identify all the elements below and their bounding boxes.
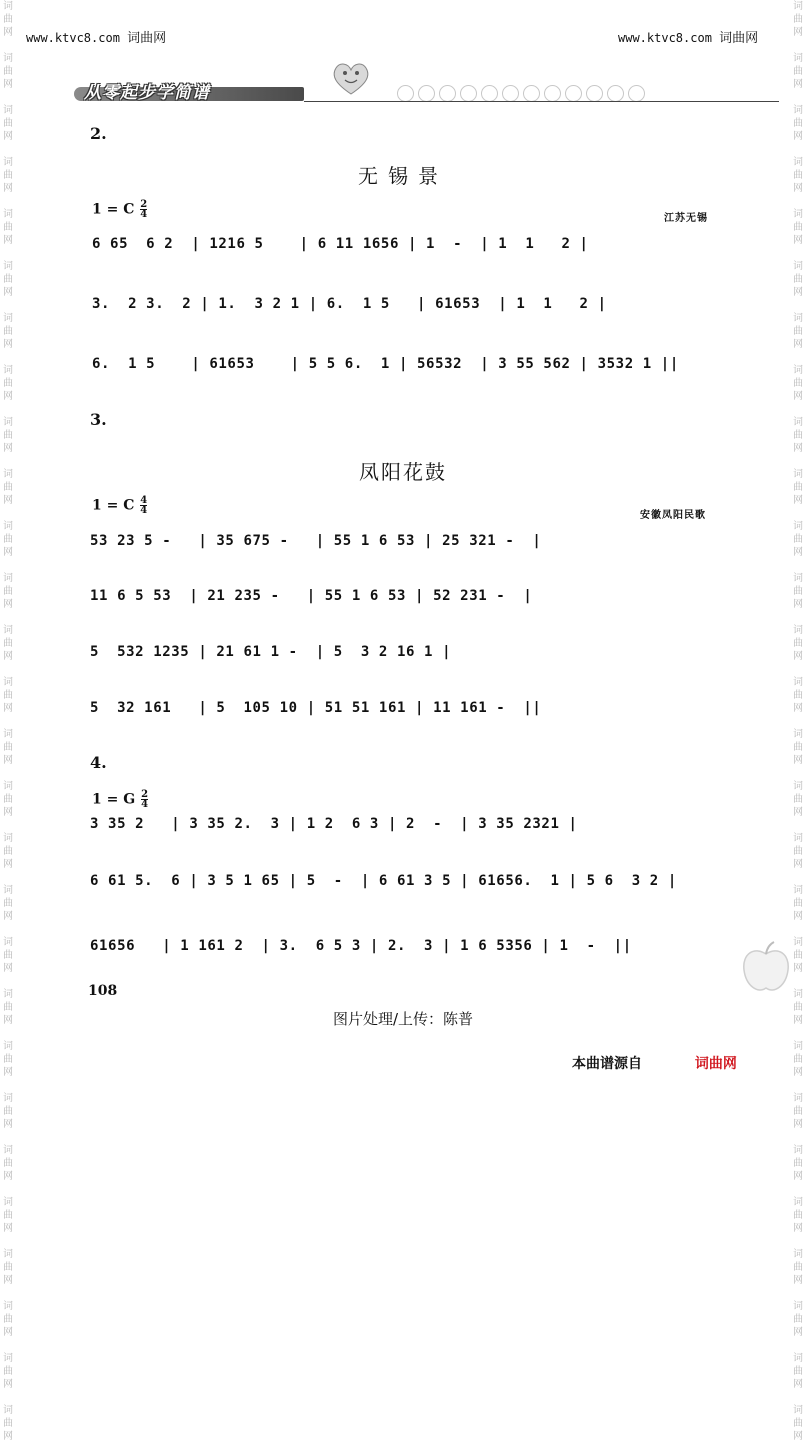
watermark-glyph: 网 [3,651,13,662]
watermark-glyph: 网 [3,391,13,402]
watermark-glyph: 曲 [793,118,803,129]
key-label: 1 = C [92,497,135,514]
watermark-glyph: 曲 [3,586,13,597]
key-signature [92,790,148,809]
watermark-glyph: 曲 [793,1262,803,1273]
watermark-glyph: 网 [3,859,13,870]
watermark-glyph: 词 [3,729,13,740]
watermark-glyph: 网 [3,963,13,974]
watermark-glyph: 网 [793,79,803,90]
watermark-glyph: 词 [793,1093,803,1104]
time-signature: $\frac{2}{4}$ [140,199,148,220]
watermark-glyph: 词 [793,989,803,1000]
watermark-glyph: 曲 [3,66,13,77]
watermark-glyph: 词 [3,677,13,688]
watermark-glyph: 网 [3,1223,13,1234]
site-watermark-right [618,27,758,46]
watermark-glyph: 曲 [3,950,13,961]
watermark-glyph: 曲 [3,898,13,909]
watermark-glyph: 网 [3,547,13,558]
watermark-glyph: 词 [3,313,13,324]
watermark-glyph: 网 [3,1379,13,1390]
watermark-glyph: 网 [3,1171,13,1182]
watermark-glyph: 词 [793,1405,803,1416]
watermark-glyph: 曲 [3,1002,13,1013]
watermark-glyph: 曲 [3,690,13,701]
watermark-glyph: 网 [793,911,803,922]
watermark-glyph: 曲 [3,1418,13,1429]
site-url-left: www.ktvc8.com [26,31,120,45]
watermark-glyph: 词 [3,1145,13,1156]
watermark-glyph: 网 [793,963,803,974]
watermark-glyph: 网 [3,79,13,90]
watermark-glyph: 网 [3,495,13,506]
watermark-glyph: 网 [793,1327,803,1338]
watermark-glyph: 曲 [3,846,13,857]
watermark-glyph: 词 [793,105,803,116]
watermark-glyph: 词 [793,209,803,220]
watermark-glyph: 网 [793,391,803,402]
watermark-glyph: 网 [793,703,803,714]
header-rule [304,101,779,102]
watermark-glyph: 曲 [793,1366,803,1377]
watermark-glyph: 曲 [793,66,803,77]
watermark-glyph: 词 [793,417,803,428]
watermark-glyph: 网 [793,599,803,610]
watermark-glyph: 词 [3,105,13,116]
watermark-glyph: 曲 [793,482,803,493]
watermark-glyph: 网 [793,27,803,38]
watermark-glyph: 词 [793,625,803,636]
watermark-glyph: 网 [793,807,803,818]
watermark-glyph: 网 [793,755,803,766]
score-line: 5 532 1235 | 21 61 1 - | 5 3 2 16 1 | [90,644,452,660]
score-line: 6. 1 5 | 61653 | 5 5 6. 1 | 56532 | 3 55 562 | 3532 1 || [92,356,679,372]
watermark-glyph: 网 [793,1275,803,1286]
watermark-glyph: 网 [793,495,803,506]
watermark-glyph: 网 [3,755,13,766]
watermark-glyph: 网 [793,1171,803,1182]
watermark-glyph: 网 [3,183,13,194]
watermark-glyph: 网 [3,1119,13,1130]
site-watermark-left [26,27,166,46]
watermark-glyph: 曲 [793,1106,803,1117]
watermark-glyph: 曲 [3,794,13,805]
watermark-glyph: 词 [3,365,13,376]
watermark-glyph: 词 [793,833,803,844]
score-line: 5 32 161 | 5 105 10 | 51 51 161 | 11 161 - || [90,700,542,716]
watermark-glyph: 网 [793,1431,803,1442]
watermark-glyph: 词 [793,1145,803,1156]
watermark-glyph: 网 [793,131,803,142]
upload-credit: 图片处理/上传：陈普 [332,1010,474,1028]
watermark-glyph: 网 [3,1431,13,1442]
key-label: 1 = C [92,201,135,218]
watermark-glyph: 曲 [3,222,13,233]
watermark-glyph: 曲 [3,1314,13,1325]
watermark-glyph: 曲 [793,1002,803,1013]
watermark-glyph: 曲 [3,378,13,389]
watermark-glyph: 曲 [793,274,803,285]
score-line: 3 35 2 | 3 35 2. 3 | 1 2 6 3 | 2 - | 3 35 2321 | [90,816,578,832]
section-number: 3. [90,410,107,429]
watermark-glyph: 曲 [793,1054,803,1065]
watermark-glyph: 曲 [3,326,13,337]
watermark-glyph: 网 [3,1067,13,1078]
watermark-glyph: 词 [3,885,13,896]
watermark-glyph: 网 [793,235,803,246]
song-source: 安徽凤阳民歌 [640,510,706,521]
watermark-glyph: 网 [793,183,803,194]
score-line: 53 23 5 - | 35 675 - | 55 1 6 53 | 25 321 - | [90,533,542,549]
watermark-glyph: 网 [3,1327,13,1338]
watermark-glyph: 曲 [3,274,13,285]
watermark-glyph: 词 [3,209,13,220]
page-number: 108 [88,983,118,999]
watermark-glyph: 曲 [793,14,803,25]
source-label: 本曲谱源自 [572,1056,642,1072]
song-title: 无锡景 [358,164,448,188]
watermark-glyph: 词 [793,781,803,792]
watermark-glyph: 曲 [793,690,803,701]
watermark-glyph: 曲 [793,898,803,909]
watermark-glyph: 曲 [793,846,803,857]
score-line: 11 6 5 53 | 21 235 - | 55 1 6 53 | 52 231 - | [90,588,533,604]
song-source: 江苏无锡 [664,213,708,224]
watermark-glyph: 网 [3,807,13,818]
score-line: 3. 2 3. 2 | 1. 3 2 1 | 6. 1 5 | 61653 | 1 1 2 | [92,296,607,312]
watermark-glyph: 网 [3,287,13,298]
watermark-glyph: 词 [3,1405,13,1416]
section-number: 2. [90,124,107,143]
watermark-glyph: 曲 [793,534,803,545]
watermark-glyph: 词 [793,521,803,532]
watermark-glyph: 网 [793,1015,803,1026]
watermark-glyph: 曲 [3,170,13,181]
watermark-glyph: 网 [3,131,13,142]
watermark-glyph: 词 [793,677,803,688]
watermark-glyph: 词 [3,417,13,428]
watermark-glyph: 曲 [3,1054,13,1065]
watermark-glyph: 网 [793,339,803,350]
watermark-glyph: 词 [3,1,13,12]
watermark-glyph: 词 [3,157,13,168]
score-line: 61656 | 1 161 2 | 3. 6 5 3 | 2. 3 | 1 6 5356 | 1 - || [90,938,632,954]
watermark-glyph: 曲 [793,170,803,181]
apple-decoration-icon [740,940,792,996]
site-name-left: 词曲网 [127,31,167,46]
watermark-glyph: 词 [3,937,13,948]
watermark-glyph: 曲 [793,586,803,597]
watermark-glyph: 词 [3,989,13,1000]
watermark-glyph: 词 [3,625,13,636]
watermark-glyph: 词 [793,937,803,948]
watermark-glyph: 词 [3,1249,13,1260]
watermark-glyph: 曲 [3,118,13,129]
watermark-glyph: 网 [3,27,13,38]
heart-icon [328,58,374,98]
watermark-glyph: 词 [793,729,803,740]
watermark-glyph: 词 [793,1197,803,1208]
watermark-glyph: 词 [3,1197,13,1208]
watermark-glyph: 词 [3,261,13,272]
watermark-glyph: 词 [793,1249,803,1260]
watermark-glyph: 网 [3,235,13,246]
watermark-glyph: 曲 [793,1418,803,1429]
watermark-glyph: 词 [3,573,13,584]
site-url-right: www.ktvc8.com [618,31,712,45]
watermark-glyph: 网 [793,1223,803,1234]
watermark-glyph: 网 [793,1067,803,1078]
watermark-glyph: 曲 [793,1314,803,1325]
watermark-glyph: 曲 [3,638,13,649]
watermark-glyph: 曲 [793,1158,803,1169]
key-label: 1 = G [92,791,136,808]
watermark-glyph: 网 [793,1379,803,1390]
watermark-glyph: 曲 [3,1210,13,1221]
watermark-glyph: 曲 [3,742,13,753]
watermark-glyph: 词 [3,781,13,792]
watermark-glyph: 曲 [3,1158,13,1169]
watermark-glyph: 词 [793,1,803,12]
watermark-glyph: 网 [3,911,13,922]
key-signature [92,496,147,515]
watermark-glyph: 词 [3,833,13,844]
watermark-glyph: 网 [3,1015,13,1026]
watermark-glyph: 曲 [3,1106,13,1117]
watermark-glyph: 曲 [3,482,13,493]
watermark-glyph: 曲 [793,742,803,753]
watermark-glyph: 网 [793,1119,803,1130]
source-line [572,1053,737,1073]
watermark-glyph: 曲 [793,222,803,233]
watermark-glyph: 词 [793,469,803,480]
watermark-glyph: 词 [3,1301,13,1312]
watermark-glyph: 词 [3,53,13,64]
watermark-glyph: 词 [3,521,13,532]
watermark-glyph: 网 [3,1275,13,1286]
watermark-glyph: 网 [3,443,13,454]
watermark-glyph: 曲 [3,14,13,25]
watermark-glyph: 词 [793,1041,803,1052]
watermark-glyph: 网 [3,703,13,714]
watermark-glyph: 网 [793,287,803,298]
watermark-glyph: 词 [3,1041,13,1052]
watermark-glyph: 网 [793,859,803,870]
book-header-banner [74,82,779,104]
watermark-glyph: 曲 [3,430,13,441]
site-name-right: 词曲网 [719,31,759,46]
watermark-glyph: 词 [3,469,13,480]
watermark-glyph: 曲 [3,1366,13,1377]
watermark-glyph: 词 [793,53,803,64]
watermark-glyph: 词 [3,1093,13,1104]
key-signature [92,200,147,219]
watermark-glyph: 词 [793,157,803,168]
watermark-glyph: 网 [3,599,13,610]
song-title: 凤阳花鼓 [359,460,447,484]
watermark-glyph: 曲 [793,378,803,389]
watermark-glyph: 词 [793,313,803,324]
time-signature: $\frac{4}{4}$ [140,495,148,516]
watermark-glyph: 词 [793,1301,803,1312]
time-signature: $\frac{2}{4}$ [141,789,149,810]
watermark-glyph: 词 [793,261,803,272]
score-line: 6 61 5. 6 | 3 5 1 65 | 5 - | 6 61 3 5 | 61656. 1 | 5 6 3 2 | [90,873,677,889]
book-title: 从零起步学简谱 [84,83,210,103]
watermark-glyph: 词 [793,573,803,584]
score-line: 6 65 6 2 | 1216 5 | 6 11 1656 | 1 - | 1 1 2 | [92,236,589,252]
watermark-glyph: 曲 [793,326,803,337]
watermark-glyph: 曲 [793,430,803,441]
watermark-glyph: 曲 [3,534,13,545]
watermark-glyph: 曲 [793,794,803,805]
section-number: 4. [90,753,107,772]
watermark-glyph: 网 [793,547,803,558]
watermark-glyph: 曲 [3,1262,13,1273]
watermark-glyph: 曲 [793,1210,803,1221]
watermark-glyph: 词 [3,1353,13,1364]
watermark-glyph: 词 [793,885,803,896]
watermark-glyph: 网 [793,443,803,454]
decorative-circles [397,85,649,106]
watermark-glyph: 词 [793,1353,803,1364]
watermark-glyph: 曲 [793,950,803,961]
watermark-glyph: 网 [793,651,803,662]
watermark-glyph: 曲 [793,638,803,649]
watermark-glyph: 网 [3,339,13,350]
watermark-glyph: 词 [793,365,803,376]
source-site-link[interactable]: 词曲网 [694,1056,737,1072]
